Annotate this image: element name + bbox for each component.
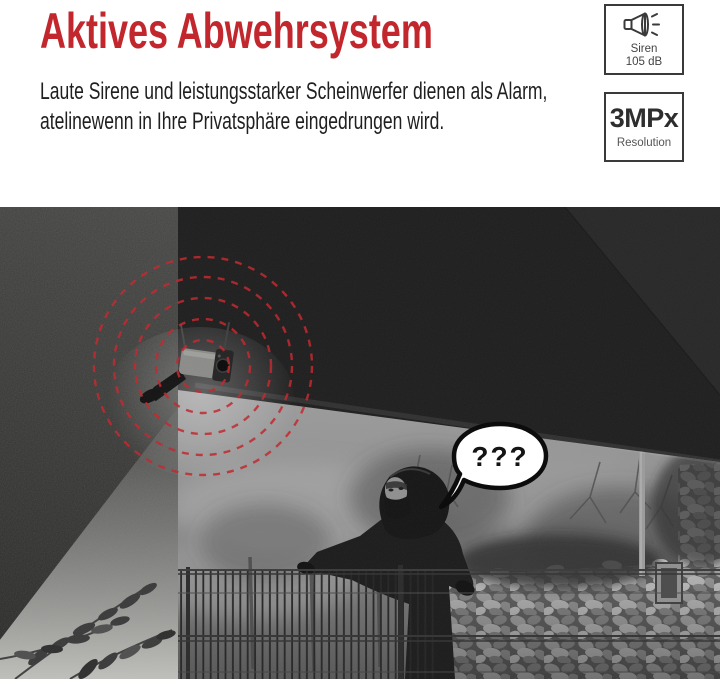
page-title: Aktives Abwehrsystem <box>40 3 433 59</box>
siren-badge-value: 105 dB <box>625 56 663 68</box>
siren-horn-icon <box>622 10 666 40</box>
surveillance-photo <box>0 207 720 679</box>
resolution-badge <box>604 92 684 162</box>
resolution-badge-label: Resolution <box>616 137 672 149</box>
speech-bubble-text: ??? <box>471 441 529 472</box>
description-line-2: wenn in Ihre Privatsphäre eingedrungen wird. <box>91 108 445 135</box>
photo-grain <box>0 207 720 679</box>
resolution-badge-value: 3MPx <box>609 103 679 133</box>
description-line-1: Laute Sirene und leistungsstarker Scheinwerfer dienen als Alarm, <box>40 78 548 105</box>
siren-badge <box>604 4 684 75</box>
description-text: Laute Sirene und leistungsstarker Scheinwerfer dienen als Alarm, atelinewenn in Ihre Privatsphäre eingedrungen wird. <box>40 78 548 135</box>
siren-badge-label: Siren <box>630 43 658 55</box>
